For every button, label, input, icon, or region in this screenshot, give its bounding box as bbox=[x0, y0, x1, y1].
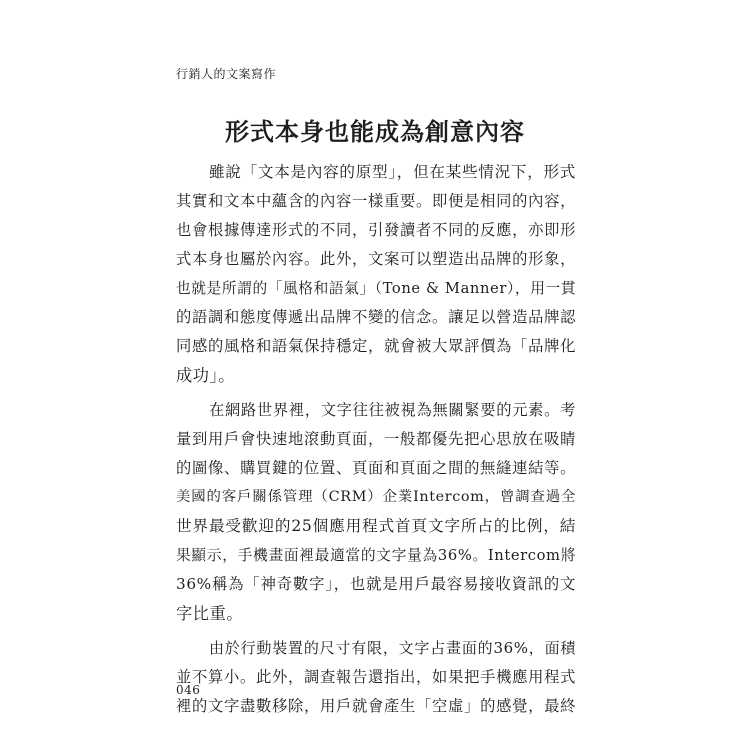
text-line: 也會根據傳達形式的不同，引發讀者不同的反應，亦即形 bbox=[176, 221, 576, 239]
text-line: 字比重。 bbox=[176, 604, 244, 623]
text-line: 果顯示，手機畫面裡最適當的文字量為36%。Intercom將 bbox=[176, 547, 576, 564]
paragraph-1 bbox=[176, 158, 576, 390]
text-line: 的圖像、購買鍵的位置、頁面和頁面之間的無縫連結等。 bbox=[176, 459, 576, 477]
text-line: 並不算小。此外，調查報告還指出，如果把手機應用程式 bbox=[176, 668, 576, 686]
text-line: 其實和文本中蘊含的內容一樣重要。即便是相同的內容， bbox=[176, 192, 576, 210]
running-header: 行銷人的文案寫作 bbox=[176, 67, 277, 81]
paragraph-2 bbox=[176, 396, 576, 628]
text-line: 的語調和態度傳遞出品牌不變的信念。讓足以營造品牌認 bbox=[176, 308, 576, 326]
page-number: 046 bbox=[176, 683, 201, 697]
text-line: 裡的文字盡數移除，用戶就會產生「空虛」的感覺，最終 bbox=[176, 697, 576, 715]
text-line: 量到用戶會快速地滾動頁面，一般都優先把心思放在吸睛 bbox=[176, 430, 576, 448]
body-text bbox=[176, 158, 576, 721]
text-line: 同感的風格和語氣保持穩定，就會被大眾評價為「品牌化 bbox=[176, 337, 576, 355]
text-line: 成功」。 bbox=[176, 366, 236, 385]
text-line: 美國的客戶關係管理（CRM）企業Intercom，曾調查過全 bbox=[176, 489, 576, 505]
paragraph-3 bbox=[176, 634, 576, 721]
text-line: 36%稱為「神奇數字」，也就是用戶最容易接收資訊的文 bbox=[176, 575, 576, 593]
text-line: 世界最受歡迎的25個應用程式首頁文字所占的比例，結 bbox=[176, 517, 576, 535]
text-line: 由於行動裝置的尺寸有限，文字占畫面的36%，面積 bbox=[209, 639, 576, 657]
text-line: 式本身也屬於內容。此外，文案可以塑造出品牌的形象， bbox=[176, 250, 576, 268]
text-line: 也就是所謂的「風格和語氣」（Tone & Manner），用一貫 bbox=[176, 280, 577, 297]
text-line: 在網路世界裡，文字往往被視為無關緊要的元素。考 bbox=[209, 401, 576, 419]
text-line: 雖說「文本是內容的原型」，但在某些情況下，形式 bbox=[209, 163, 576, 181]
section-title: 形式本身也能成為創意內容 bbox=[225, 117, 525, 146]
